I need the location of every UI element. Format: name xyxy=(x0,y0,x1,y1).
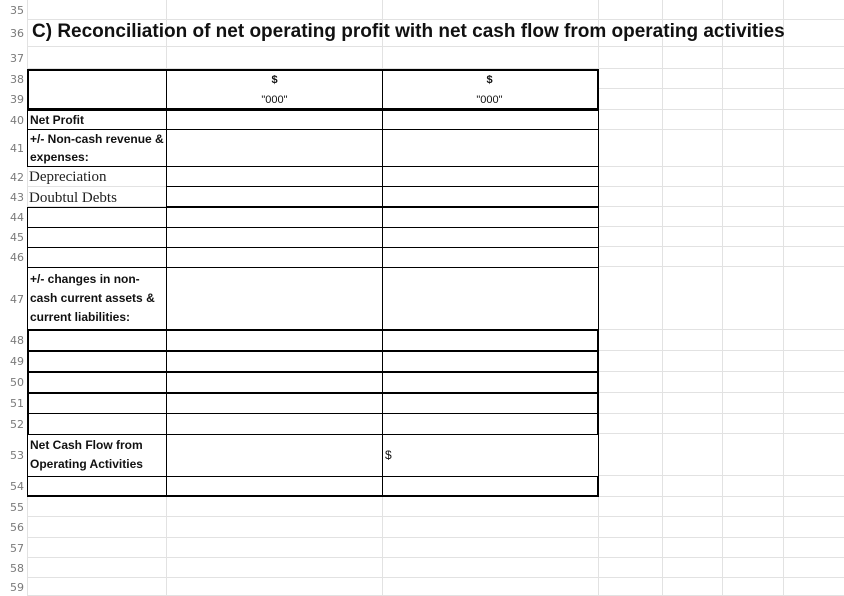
currency-label: $ xyxy=(486,74,493,86)
value-cell[interactable] xyxy=(382,372,599,393)
header-cell-col1[interactable] xyxy=(166,69,383,110)
label-cell-net-cash-flow[interactable] xyxy=(27,434,167,477)
header-cell-col2[interactable] xyxy=(382,69,599,110)
label-cell[interactable] xyxy=(27,207,167,228)
doubtful-debts-label[interactable]: Doubtul Debts xyxy=(29,190,117,206)
value-cell[interactable] xyxy=(382,330,599,351)
label-cell[interactable] xyxy=(27,330,167,351)
gridline xyxy=(783,0,784,596)
row-header[interactable]: 58 xyxy=(10,561,24,575)
row-header[interactable]: 48 xyxy=(10,334,24,347)
row-header[interactable]: 36 xyxy=(10,27,24,40)
label-cell[interactable] xyxy=(27,351,167,372)
row-header[interactable]: 46 xyxy=(10,250,24,264)
label-cell[interactable] xyxy=(27,227,167,248)
gridline xyxy=(27,19,844,20)
row-header[interactable]: 42 xyxy=(10,170,24,184)
row-header[interactable]: 53 xyxy=(10,448,24,462)
value-cell[interactable] xyxy=(382,393,599,414)
value-cell[interactable] xyxy=(382,227,599,248)
label-cell[interactable] xyxy=(27,393,167,414)
label-cell-changes[interactable] xyxy=(27,267,167,330)
depreciation-label[interactable]: Depreciation xyxy=(29,169,107,185)
value-cell[interactable] xyxy=(166,247,383,268)
value-cell[interactable] xyxy=(166,129,383,167)
net-profit-label: Net Profit xyxy=(30,113,84,127)
row-header[interactable]: 56 xyxy=(10,521,24,534)
label-cell-net-profit[interactable] xyxy=(27,110,167,130)
value-cell[interactable] xyxy=(166,166,383,187)
value-cell[interactable] xyxy=(166,351,383,372)
label-cell[interactable] xyxy=(27,247,167,268)
header-label-cell[interactable] xyxy=(27,69,167,110)
row-header[interactable]: 43 xyxy=(10,190,24,204)
non-cash-label: +/- Non-cash revenue & expenses: xyxy=(30,132,164,164)
gridline xyxy=(27,516,844,517)
gridline xyxy=(27,557,844,558)
row-header[interactable]: 47 xyxy=(10,292,24,306)
value-cell[interactable] xyxy=(166,186,383,207)
value-cell[interactable] xyxy=(166,227,383,248)
unit-label: "000" xyxy=(476,94,503,106)
row-header[interactable]: 50 xyxy=(10,376,24,389)
row-header[interactable]: 51 xyxy=(10,397,24,410)
row-header[interactable]: 40 xyxy=(10,113,24,127)
row-header[interactable]: 57 xyxy=(10,541,24,555)
row-header[interactable]: 41 xyxy=(10,142,24,155)
value-cell[interactable] xyxy=(166,372,383,393)
label-cell-non-cash[interactable] xyxy=(27,129,167,167)
row-header[interactable]: 52 xyxy=(10,417,24,431)
label-cell[interactable] xyxy=(27,476,167,497)
value-cell[interactable] xyxy=(166,207,383,228)
row-header[interactable]: 59 xyxy=(10,580,24,594)
value-cell[interactable] xyxy=(166,267,383,330)
row-header[interactable]: 44 xyxy=(10,210,24,224)
value-cell[interactable] xyxy=(382,129,599,167)
net-cash-flow-label: Net Cash Flow from Operating Activities xyxy=(30,438,143,471)
row-header[interactable]: 49 xyxy=(10,355,24,368)
value-cell[interactable] xyxy=(166,476,383,497)
value-cell[interactable] xyxy=(166,393,383,414)
row-header[interactable]: 54 xyxy=(10,480,24,493)
row-header[interactable]: 38 xyxy=(10,72,24,86)
value-cell-net-cash-flow[interactable] xyxy=(382,434,599,477)
changes-label: +/- changes in non-cash current assets & current liabilities: xyxy=(30,272,155,324)
value-cell[interactable] xyxy=(382,186,599,207)
value-cell[interactable] xyxy=(166,330,383,351)
value-cell[interactable] xyxy=(166,110,383,130)
label-cell[interactable] xyxy=(27,413,167,435)
gridline xyxy=(662,0,663,596)
value-cell[interactable] xyxy=(382,247,599,268)
row-header[interactable]: 37 xyxy=(10,51,24,65)
unit-label: "000" xyxy=(261,94,288,106)
value-cell[interactable] xyxy=(166,434,383,477)
row-header[interactable]: 35 xyxy=(10,3,24,17)
value-cell[interactable] xyxy=(382,413,599,435)
row-header[interactable]: 39 xyxy=(10,93,24,106)
value-cell[interactable] xyxy=(382,110,599,130)
gridline xyxy=(722,0,723,596)
row-header[interactable]: 45 xyxy=(10,230,24,244)
value-cell[interactable] xyxy=(382,207,599,228)
label-cell[interactable] xyxy=(27,372,167,393)
page-title[interactable]: C) Reconciliation of net operating profit with net cash flow from operating activities xyxy=(32,21,785,42)
row-header[interactable]: 55 xyxy=(10,500,24,514)
value-cell[interactable] xyxy=(166,413,383,435)
value-cell[interactable] xyxy=(382,476,599,497)
gridline xyxy=(27,46,844,47)
gridline xyxy=(27,537,844,538)
gridline xyxy=(27,577,844,578)
value-cell[interactable] xyxy=(382,351,599,372)
value-cell[interactable] xyxy=(382,166,599,187)
dollar-sign: $ xyxy=(385,448,392,462)
currency-label: $ xyxy=(271,74,278,86)
value-cell[interactable] xyxy=(382,267,599,330)
